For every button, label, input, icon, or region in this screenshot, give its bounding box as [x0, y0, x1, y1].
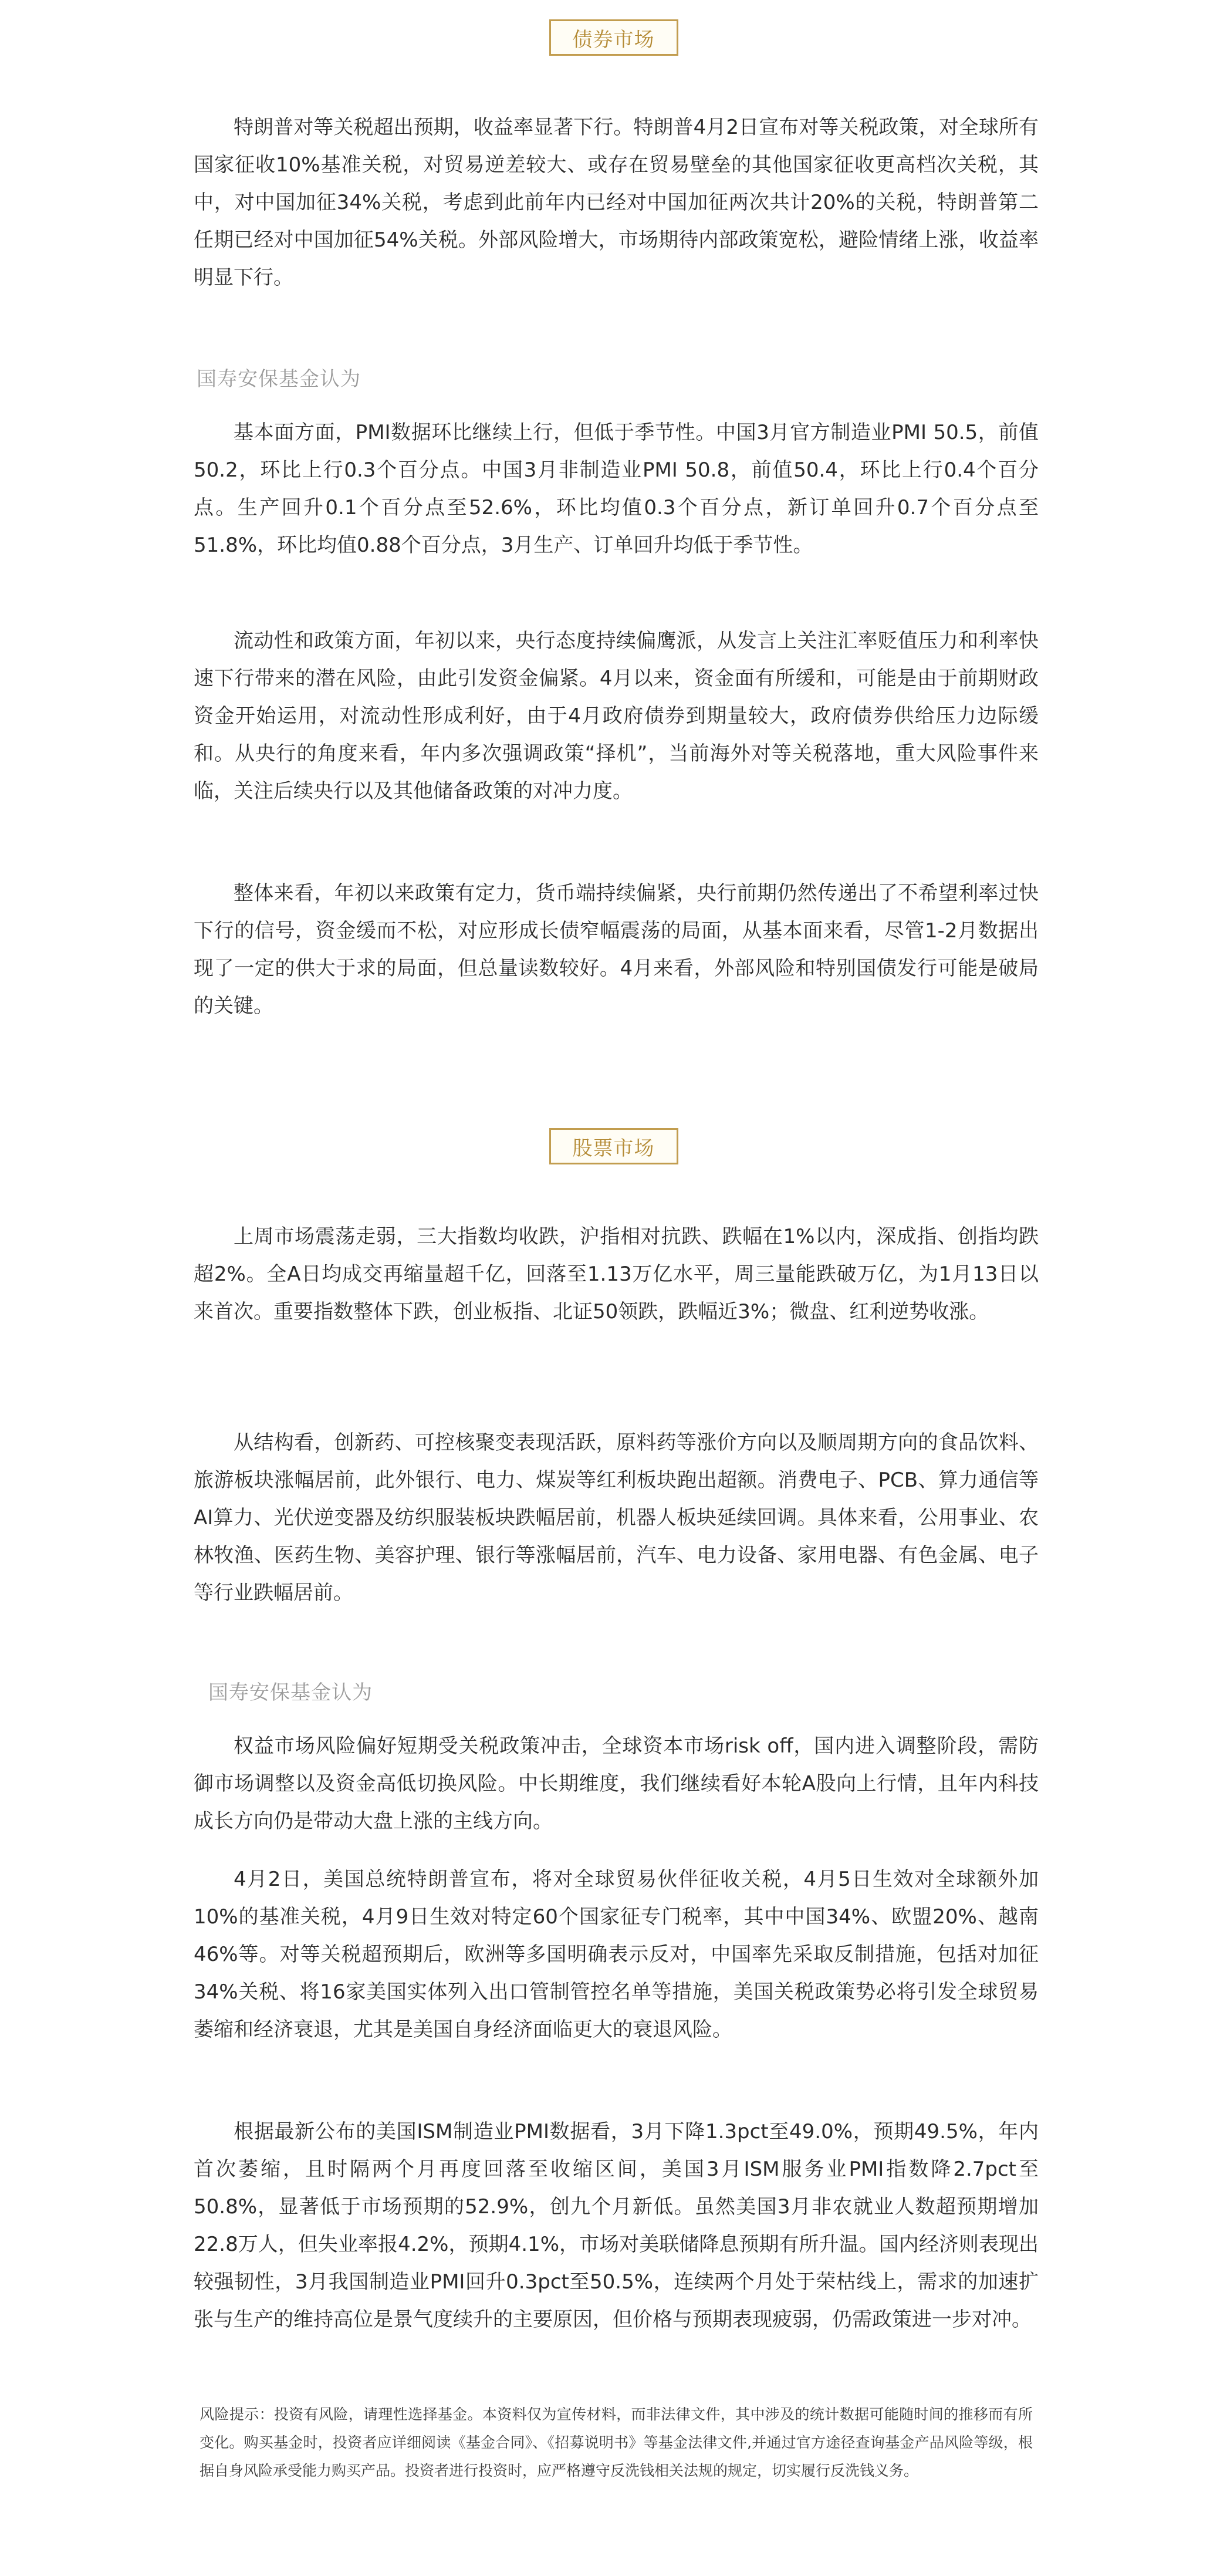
- bond-market-title: 债券市场: [572, 28, 655, 52]
- bond-paragraph-2: 基本面方面，PMI数据环比继续上行，但低于季节性。中国3月官方制造业PMI 50.5，前值50.2，环比上行0.3个百分点。中国3月非制造业PMI 50.8，前值50.4，环比上行0.4个百分点。生产回升0.1个百分点至52.6%，环比均值0.3个百分点，新订单回升0.7个百分点至51.8%，环比均值0.88个百分点，3月生产、订单回升均低于季节性。: [194, 421, 1039, 557]
- bond-market-tag: [549, 19, 678, 56]
- bond-paragraph-1: 特朗普对等关税超出预期，收益率显著下行。特朗普4月2日宣布对等关税政策，对全球所有国家征收10%基准关税，对贸易逆差较大、或存在贸易壁垒的其他国家征收更高档次关税，其中，对中国加征34%关税，考虑到此前年内已经对中国加征两次共计20%的关税，特朗普第二任期已经对中国加征54%关税。外部风险增大，市场期待内部政策宽松，避险情绪上涨，收益率明显下行。: [194, 116, 1039, 289]
- stock-market-tag: [549, 1128, 678, 1164]
- stock-subtitle: 国寿安保基金认为: [208, 1681, 373, 1704]
- bond-subtitle: 国寿安保基金认为: [197, 367, 361, 391]
- stock-paragraph-5: 根据最新公布的美国ISM制造业PMI数据看，3月下降1.3pct至49.0%，预期49.5%，年内首次萎缩，且时隔两个月再度回落至收缩区间，美国3月ISM服务业PMI指数降2.7pct至50.8%，显著低于市场预期的52.9%，创九个月新低。虽然美国3月非农就业人数超预期增加22.8万人，但失业率报4.2%，预期4.1%，市场对美联储降息预期有所升温。国内经济则表现出较强韧性，3月我国制造业PMI回升0.3pct至50.5%，连续两个月处于荣枯线上，需求的加速扩张与生产的维持高位是景气度续升的主要原因，但价格与预期表现疲弱，仍需政策进一步对冲。: [194, 2120, 1039, 2331]
- stock-paragraph-3: 权益市场风险偏好短期受关税政策冲击，全球资本市场risk off，国内进入调整阶段，需防御市场调整以及资金高低切换风险。中长期维度，我们继续看好本轮A股向上行情，且年内科技成长方向仍是带动大盘上涨的主线方向。: [194, 1734, 1039, 1833]
- stock-market-title: 股票市场: [572, 1136, 655, 1160]
- stock-paragraph-4: 4月2日，美国总统特朗普宣布，将对全球贸易伙伴征收关税，4月5日生效对全球额外加10%的基准关税，4月9日生效对特定60个国家征专门税率，其中中国34%、欧盟20%、越南46%等。对等关税超预期后，欧洲等多国明确表示反对，中国率先采取反制措施，包括对加征34%关税、将16家美国实体列入出口管制管控名单等措施，美国关税政策势必将引发全球贸易萎缩和经济衰退，尤其是美国自身经济面临更大的衰退风险。: [194, 1868, 1039, 2041]
- bond-paragraph-4: 整体来看，年初以来政策有定力，货币端持续偏紧，央行前期仍然传递出了不希望利率过快下行的信号，资金缓而不松，对应形成长债窄幅震荡的局面，从基本面来看，尽管1-2月数据出现了一定的供大于求的局面，但总量读数较好。4月来看，外部风险和特别国债发行可能是破局的关键。: [194, 882, 1039, 1018]
- stock-paragraph-2: 从结构看，创新药、可控核聚变表现活跃，原料药等涨价方向以及顺周期方向的食品饮料、旅游板块涨幅居前，此外银行、电力、煤炭等红利板块跑出超额。消费电子、PCB、算力通信等AI算力、光伏逆变器及纺织服装板块跌幅居前，机器人板块延续回调。具体来看，公用事业、农林牧渔、医药生物、美容护理、银行等涨幅居前，汽车、电力设备、家用电器、有色金属、电子等行业跌幅居前。: [194, 1431, 1039, 1605]
- risk-notice: 风险提示：投资有风险，请理性选择基金。本资料仅为宣传材料，而非法律文件，其中涉及的统计数据可能随时间的推移而有所变化。购买基金时，投资者应详细阅读《基金合同》、《招募说明书》等基金法律文件,并通过官方途径查询基金产品风险等级，根据自身风险承受能力购买产品。投资者进行投资时，应严格遵守反洗钱相关法规的规定，切实履行反洗钱义务。: [200, 2406, 1033, 2479]
- stock-paragraph-1: 上周市场震荡走弱，三大指数均收跌，沪指相对抗跌、跌幅在1%以内，深成指、创指均跌超2%。全A日均成交再缩量超千亿，回落至1.13万亿水平，周三量能跌破万亿，为1月13日以来首次。重要指数整体下跌，创业板指、北证50领跌，跌幅近3%；微盘、红利逆势收涨。: [194, 1225, 1039, 1324]
- bond-paragraph-3: 流动性和政策方面，年初以来，央行态度持续偏鹰派，从发言上关注汇率贬值压力和利率快速下行带来的潜在风险，由此引发资金偏紧。4月以来，资金面有所缓和，可能是由于前期财政资金开始运用，对流动性形成利好，由于4月政府债券到期量较大，政府债券供给压力边际缓和。从央行的角度来看，年内多次强调政策“择机”，当前海外对等关税落地，重大风险事件来临，关注后续央行以及其他储备政策的对冲力度。: [194, 629, 1039, 803]
